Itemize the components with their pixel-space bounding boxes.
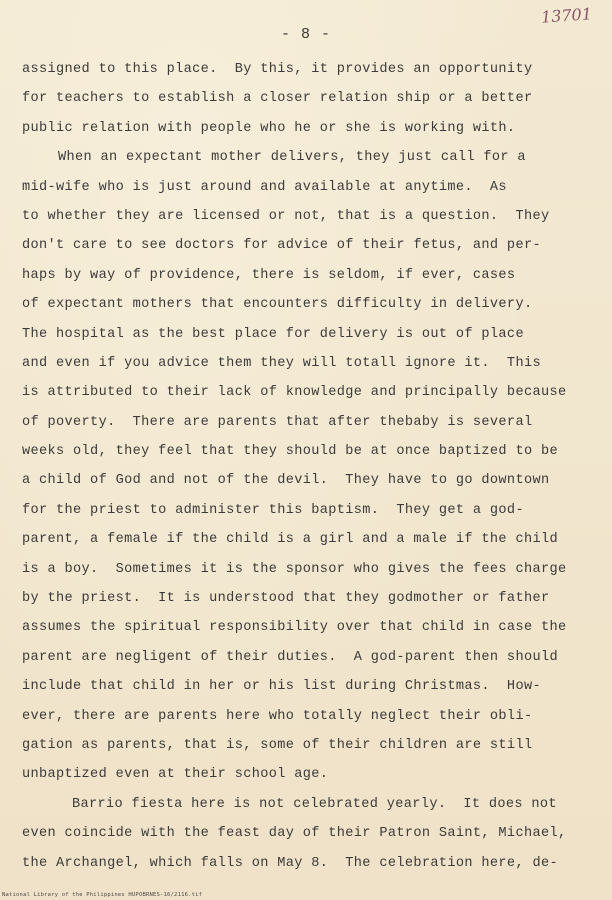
- text-line: unbaptized even at their school age.: [22, 767, 329, 783]
- text-line: to whether they are licensed or not, that is a question. They: [22, 208, 550, 224]
- paragraph-start-line: When an expectant mother delivers, they just call for a: [58, 150, 526, 166]
- paragraph-start-line: Barrio fiesta here is not celebrated yearly. It does not: [72, 796, 557, 812]
- text-line: and even if you advice them they will totall ignore it. This: [22, 355, 541, 371]
- text-line: assumes the spiritual responsibility over that child in case the: [22, 620, 567, 636]
- text-line: is attributed to their lack of knowledge and principally because: [22, 385, 567, 401]
- text-line: of expectant mothers that encounters difficulty in delivery.: [22, 297, 533, 313]
- text-line: ever, there are parents here who totally neglect their obli-: [22, 708, 533, 724]
- text-line: parent are negligent of their duties. A god-parent then should: [22, 649, 558, 665]
- text-line: gation as parents, that is, some of their children are still: [22, 737, 533, 753]
- text-line: The hospital as the best place for delivery is out of place: [22, 326, 524, 342]
- typewritten-body: [22, 55, 607, 878]
- text-line: parent, a female if the child is a girl and a male if the child: [22, 532, 558, 548]
- text-line: weeks old, they feel that they should be at once baptized to be: [22, 444, 558, 460]
- text-line: by the priest. It is understood that they godmother or father: [22, 591, 550, 607]
- archive-footer: National Library of the Philippines HUPOBRNES-16/2116.tif: [2, 892, 203, 898]
- text-line: public relation with people who he or she is working with.: [22, 120, 516, 136]
- text-line: mid-wife who is just around and available at anytime. As: [22, 179, 507, 195]
- text-line: the Archangel, which falls on May 8. The celebration here, de-: [22, 855, 558, 871]
- text-line: assigned to this place. By this, it provides an opportunity: [22, 62, 533, 77]
- text-line: is a boy. Sometimes it is the sponsor who gives the fees charge: [22, 561, 567, 577]
- text-line: haps by way of providence, there is seldom, if ever, cases: [22, 267, 516, 283]
- text-line: of poverty. There are parents that after thebaby is several: [22, 414, 533, 430]
- text-line: for teachers to establish a closer relation ship or a better: [22, 91, 533, 107]
- page-number: - 8 -: [280, 26, 331, 43]
- text-line: even coincide with the feast day of their Patron Saint, Michael,: [22, 826, 567, 842]
- manuscript-id: 13701: [540, 4, 593, 27]
- text-line: a child of God and not of the devil. They have to go downtown: [22, 473, 550, 489]
- text-line: include that child in her or his list during Christmas. How-: [22, 679, 541, 695]
- text-line: don't care to see doctors for advice of their fetus, and per-: [22, 238, 541, 254]
- text-line: for the priest to administer this baptism. They get a god-: [22, 502, 524, 518]
